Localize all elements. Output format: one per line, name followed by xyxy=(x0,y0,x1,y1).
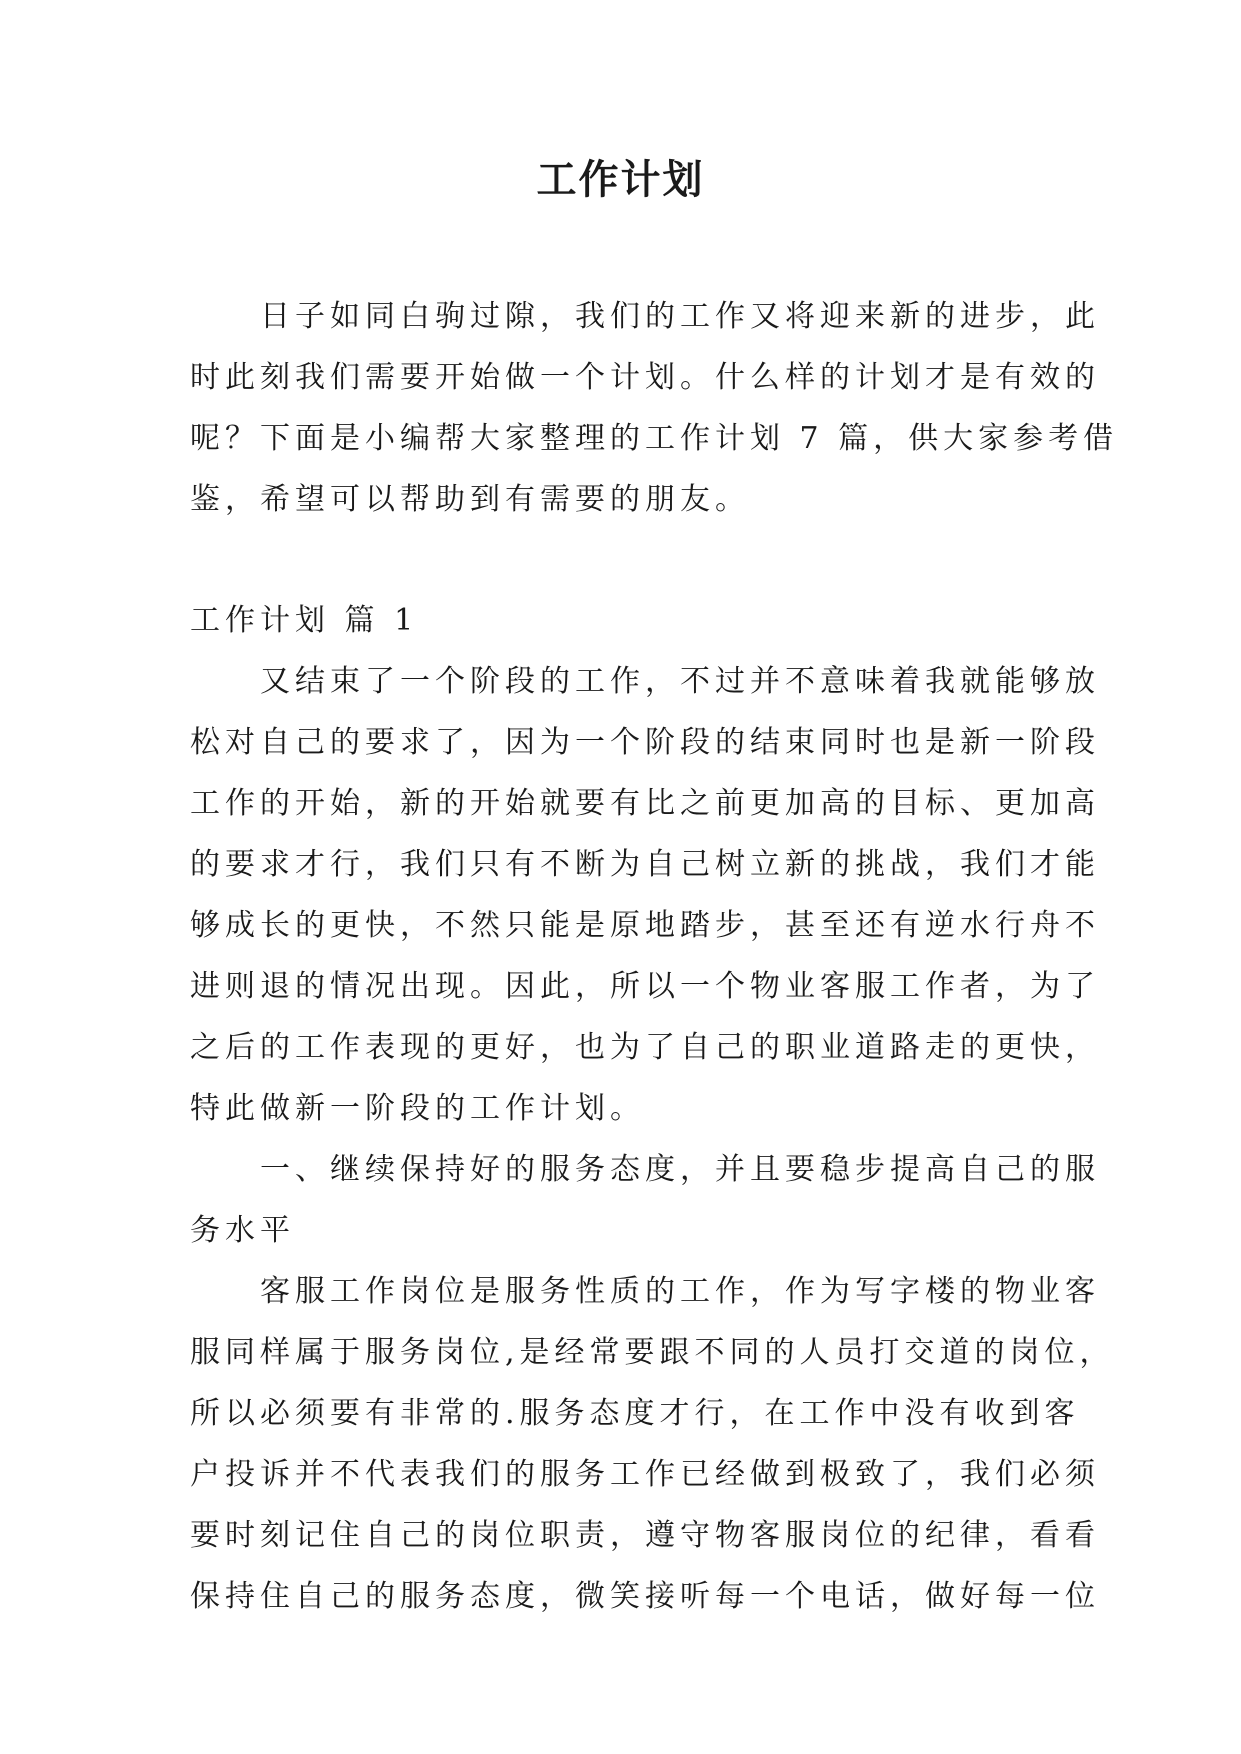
document-title: 工作计划 xyxy=(536,156,705,203)
body-line: 户投诉并不代表我们的服务工作已经做到极致了，我们必须 xyxy=(190,1457,1100,1492)
paragraph-gap xyxy=(190,530,1070,590)
body-line: 所以必须要有非常的.服务态度才行，在工作中没有收到客 xyxy=(190,1396,1080,1431)
body-line: 保持住自己的服务态度，微笑接听每一个电话，做好每一位 xyxy=(190,1579,1100,1614)
intro-line: 时此刻我们需要开始做一个计划。什么样的计划才是有效的 xyxy=(190,360,1100,395)
body-line: 又结束了一个阶段的工作，不过并不意味着我就能够放 xyxy=(190,664,1100,699)
body-line: 松对自己的要求了，因为一个阶段的结束同时也是新一阶段 xyxy=(190,725,1100,760)
intro-line: 鉴，希望可以帮助到有需要的朋友。 xyxy=(190,482,750,517)
subheading-line: 一、继续保持好的服务态度，并且要稳步提高自己的服 xyxy=(190,1152,1100,1187)
body-line: 服同样属于服务岗位,是经常要跟不同的人员打交道的岗位， xyxy=(190,1335,1115,1370)
subheading-line: 务水平 xyxy=(190,1213,295,1248)
body-line: 够成长的更快，不然只能是原地踏步，甚至还有逆水行舟不 xyxy=(190,908,1100,943)
body-line: 要时刻记住自己的岗位职责，遵守物客服岗位的纪律，看看 xyxy=(190,1518,1100,1553)
body-line: 特此做新一阶段的工作计划。 xyxy=(190,1091,645,1126)
intro-line: 日子如同白驹过隙，我们的工作又将迎来新的进步，此 xyxy=(190,299,1100,334)
body-line: 进则退的情况出现。因此，所以一个物业客服工作者，为了 xyxy=(190,969,1100,1004)
body-line: 的要求才行，我们只有不断为自己树立新的挑战，我们才能 xyxy=(190,847,1100,882)
body-line: 之后的工作表现的更好，也为了自己的职业道路走的更快， xyxy=(190,1030,1100,1065)
body-line: 工作的开始，新的开始就要有比之前更加高的目标、更加高 xyxy=(190,786,1100,821)
section-heading: 工作计划 篇 1 xyxy=(190,603,419,638)
intro-line: 呢？下面是小编帮大家整理的工作计划 7 篇，供大家参考借 xyxy=(190,421,1119,456)
body-line: 客服工作岗位是服务性质的工作，作为写字楼的物业客 xyxy=(190,1274,1100,1309)
document-body xyxy=(190,286,1119,1627)
